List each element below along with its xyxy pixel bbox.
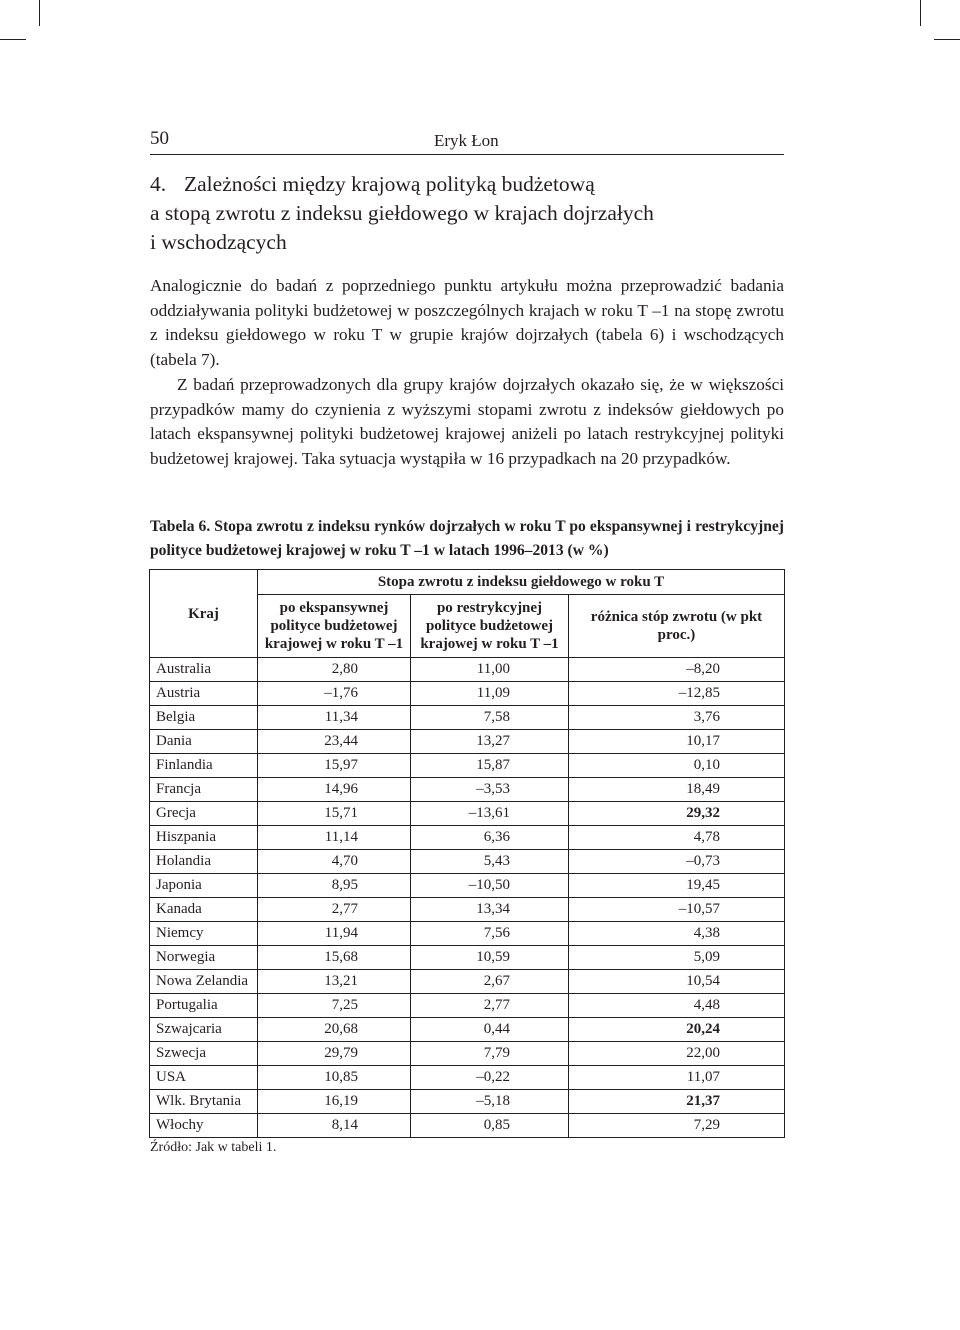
difference-cell: 19,45 [569, 874, 785, 898]
expansive-cell: 23,44 [258, 730, 411, 754]
restrictive-cell: –13,61 [411, 802, 569, 826]
restrictive-cell: 11,00 [411, 658, 569, 682]
expansive-cell: 29,79 [258, 1042, 411, 1066]
difference-cell: –12,85 [569, 682, 785, 706]
expansive-cell: 15,68 [258, 946, 411, 970]
country-cell: Kanada [150, 898, 258, 922]
table-row [150, 778, 785, 802]
difference-cell: 29,32 [569, 802, 785, 826]
section-number: 4. [150, 172, 167, 196]
crop-mark-top-left-vertical [39, 0, 40, 26]
paragraph-1: Analogicznie do badań z poprzedniego punktu artykułu można przeprowadzić badania oddziaływania polityki budżetowej w poszczególnych krajach w roku T –1 na stopę zwrotu z indeksu giełdowego w roku T w grupie krajów dojrzałych (tabela 6) i wschodzących (tabela 7). [150, 276, 784, 369]
section-title-line-2: a stopą zwrotu z indeksu giełdowego w krajach dojrzałych [150, 201, 654, 225]
country-cell: USA [150, 1066, 258, 1090]
table-row [150, 1018, 785, 1042]
country-cell: Dania [150, 730, 258, 754]
country-cell: Szwajcaria [150, 1018, 258, 1042]
country-cell: Norwegia [150, 946, 258, 970]
table-row [150, 970, 785, 994]
section-title-line-1: Zależności między krajową polityką budżetową [184, 172, 595, 196]
difference-cell: 10,54 [569, 970, 785, 994]
difference-cell: 18,49 [569, 778, 785, 802]
country-cell: Włochy [150, 1114, 258, 1138]
country-cell: Belgia [150, 706, 258, 730]
restrictive-cell: 2,77 [411, 994, 569, 1018]
country-cell: Holandia [150, 850, 258, 874]
page-number: 50 [150, 128, 169, 149]
expansive-cell: 8,95 [258, 874, 411, 898]
crop-mark-top-left-horizontal [0, 39, 26, 40]
expansive-cell: 15,71 [258, 802, 411, 826]
expansive-cell: 4,70 [258, 850, 411, 874]
expansive-cell: 15,97 [258, 754, 411, 778]
table-row [150, 898, 785, 922]
restrictive-cell: 11,09 [411, 682, 569, 706]
country-cell: Niemcy [150, 922, 258, 946]
country-cell: Australia [150, 658, 258, 682]
restrictive-cell: 7,56 [411, 922, 569, 946]
table-caption: Tabela 6. Stopa zwrotu z indeksu rynków dojrzałych w roku T po ekspansywnej i restrykcyjnej polityce budżetowej krajowej w roku T –1 w latach 1996–2013 (w %) [150, 518, 784, 559]
section-title-line-3: i wschodzących [150, 230, 287, 254]
restrictive-cell: 10,59 [411, 946, 569, 970]
restrictive-cell: 6,36 [411, 826, 569, 850]
country-cell: Portugalia [150, 994, 258, 1018]
table-source: Źródło: Jak w tabeli 1. [150, 1140, 277, 1155]
header-expansive: po ekspansywnej polityce budżetowej krajowej w roku T –1 [258, 595, 411, 658]
restrictive-cell: 7,58 [411, 706, 569, 730]
section-heading [150, 170, 790, 257]
difference-cell: 5,09 [569, 946, 785, 970]
country-cell: Szwecja [150, 1042, 258, 1066]
difference-cell: –8,20 [569, 658, 785, 682]
difference-cell: 21,37 [569, 1090, 785, 1114]
restrictive-cell: –0,22 [411, 1066, 569, 1090]
header-restrictive: po restrykcyjnej polityce budżetowej krajowej w roku T –1 [411, 595, 569, 658]
header-country: Kraj [150, 570, 258, 658]
difference-cell: 0,10 [569, 754, 785, 778]
crop-mark-top-right-vertical [920, 0, 921, 26]
table-row [150, 754, 785, 778]
table-row [150, 706, 785, 730]
restrictive-cell: 15,87 [411, 754, 569, 778]
expansive-cell: 10,85 [258, 1066, 411, 1090]
expansive-cell: 11,94 [258, 922, 411, 946]
difference-cell: –0,73 [569, 850, 785, 874]
table-row [150, 802, 785, 826]
country-cell: Finlandia [150, 754, 258, 778]
restrictive-cell: 0,85 [411, 1114, 569, 1138]
difference-cell: 22,00 [569, 1042, 785, 1066]
running-head-author: Eryk Łon [434, 131, 499, 150]
difference-cell: 4,48 [569, 994, 785, 1018]
restrictive-cell: 0,44 [411, 1018, 569, 1042]
restrictive-cell: –3,53 [411, 778, 569, 802]
restrictive-cell: 7,79 [411, 1042, 569, 1066]
table-row [150, 922, 785, 946]
difference-cell: 7,29 [569, 1114, 785, 1138]
restrictive-cell: 2,67 [411, 970, 569, 994]
restrictive-cell: –10,50 [411, 874, 569, 898]
country-cell: Austria [150, 682, 258, 706]
table-row [150, 1090, 785, 1114]
header-group: Stopa zwrotu z indeksu giełdowego w roku T [258, 570, 785, 595]
difference-cell: –10,57 [569, 898, 785, 922]
expansive-cell: 13,21 [258, 970, 411, 994]
returns-table [149, 569, 785, 1138]
header-difference: różnica stóp zwrotu (w pkt proc.) [569, 595, 785, 658]
difference-cell: 11,07 [569, 1066, 785, 1090]
difference-cell: 20,24 [569, 1018, 785, 1042]
expansive-cell: 2,80 [258, 658, 411, 682]
table-row [150, 826, 785, 850]
table-row [150, 874, 785, 898]
expansive-cell: –1,76 [258, 682, 411, 706]
table-row [150, 994, 785, 1018]
expansive-cell: 16,19 [258, 1090, 411, 1114]
table-row [150, 730, 785, 754]
table-row [150, 682, 785, 706]
running-header [150, 128, 784, 155]
difference-cell: 3,76 [569, 706, 785, 730]
expansive-cell: 11,14 [258, 826, 411, 850]
restrictive-cell: 5,43 [411, 850, 569, 874]
expansive-cell: 14,96 [258, 778, 411, 802]
difference-cell: 10,17 [569, 730, 785, 754]
expansive-cell: 2,77 [258, 898, 411, 922]
table-row [150, 1042, 785, 1066]
country-cell: Japonia [150, 874, 258, 898]
table-row [150, 1114, 785, 1138]
expansive-cell: 11,34 [258, 706, 411, 730]
country-cell: Francja [150, 778, 258, 802]
country-cell: Wlk. Brytania [150, 1090, 258, 1114]
restrictive-cell: 13,34 [411, 898, 569, 922]
expansive-cell: 20,68 [258, 1018, 411, 1042]
table-row [150, 1066, 785, 1090]
difference-cell: 4,78 [569, 826, 785, 850]
difference-cell: 4,38 [569, 922, 785, 946]
country-cell: Nowa Zelandia [150, 970, 258, 994]
table-body [150, 658, 785, 1138]
country-cell: Grecja [150, 802, 258, 826]
expansive-cell: 8,14 [258, 1114, 411, 1138]
table-row [150, 946, 785, 970]
restrictive-cell: 13,27 [411, 730, 569, 754]
table-row [150, 850, 785, 874]
crop-mark-top-right-horizontal [934, 39, 960, 40]
paragraph-2: Z badań przeprowadzonych dla grupy krajów dojrzałych okazało się, że w większości przypadków mamy do czynienia z wyższymi stopami zwrotu z indeksów giełdowych po latach ekspansywnej polityki budżetowej krajowej aniżeli po latach restrykcyjnej polityki budżetowej krajowej. Taka sytuacja wystąpiła w 16 przypadkach na 20 przypadków. [150, 375, 784, 468]
country-cell: Hiszpania [150, 826, 258, 850]
restrictive-cell: –5,18 [411, 1090, 569, 1114]
table-row [150, 658, 785, 682]
expansive-cell: 7,25 [258, 994, 411, 1018]
